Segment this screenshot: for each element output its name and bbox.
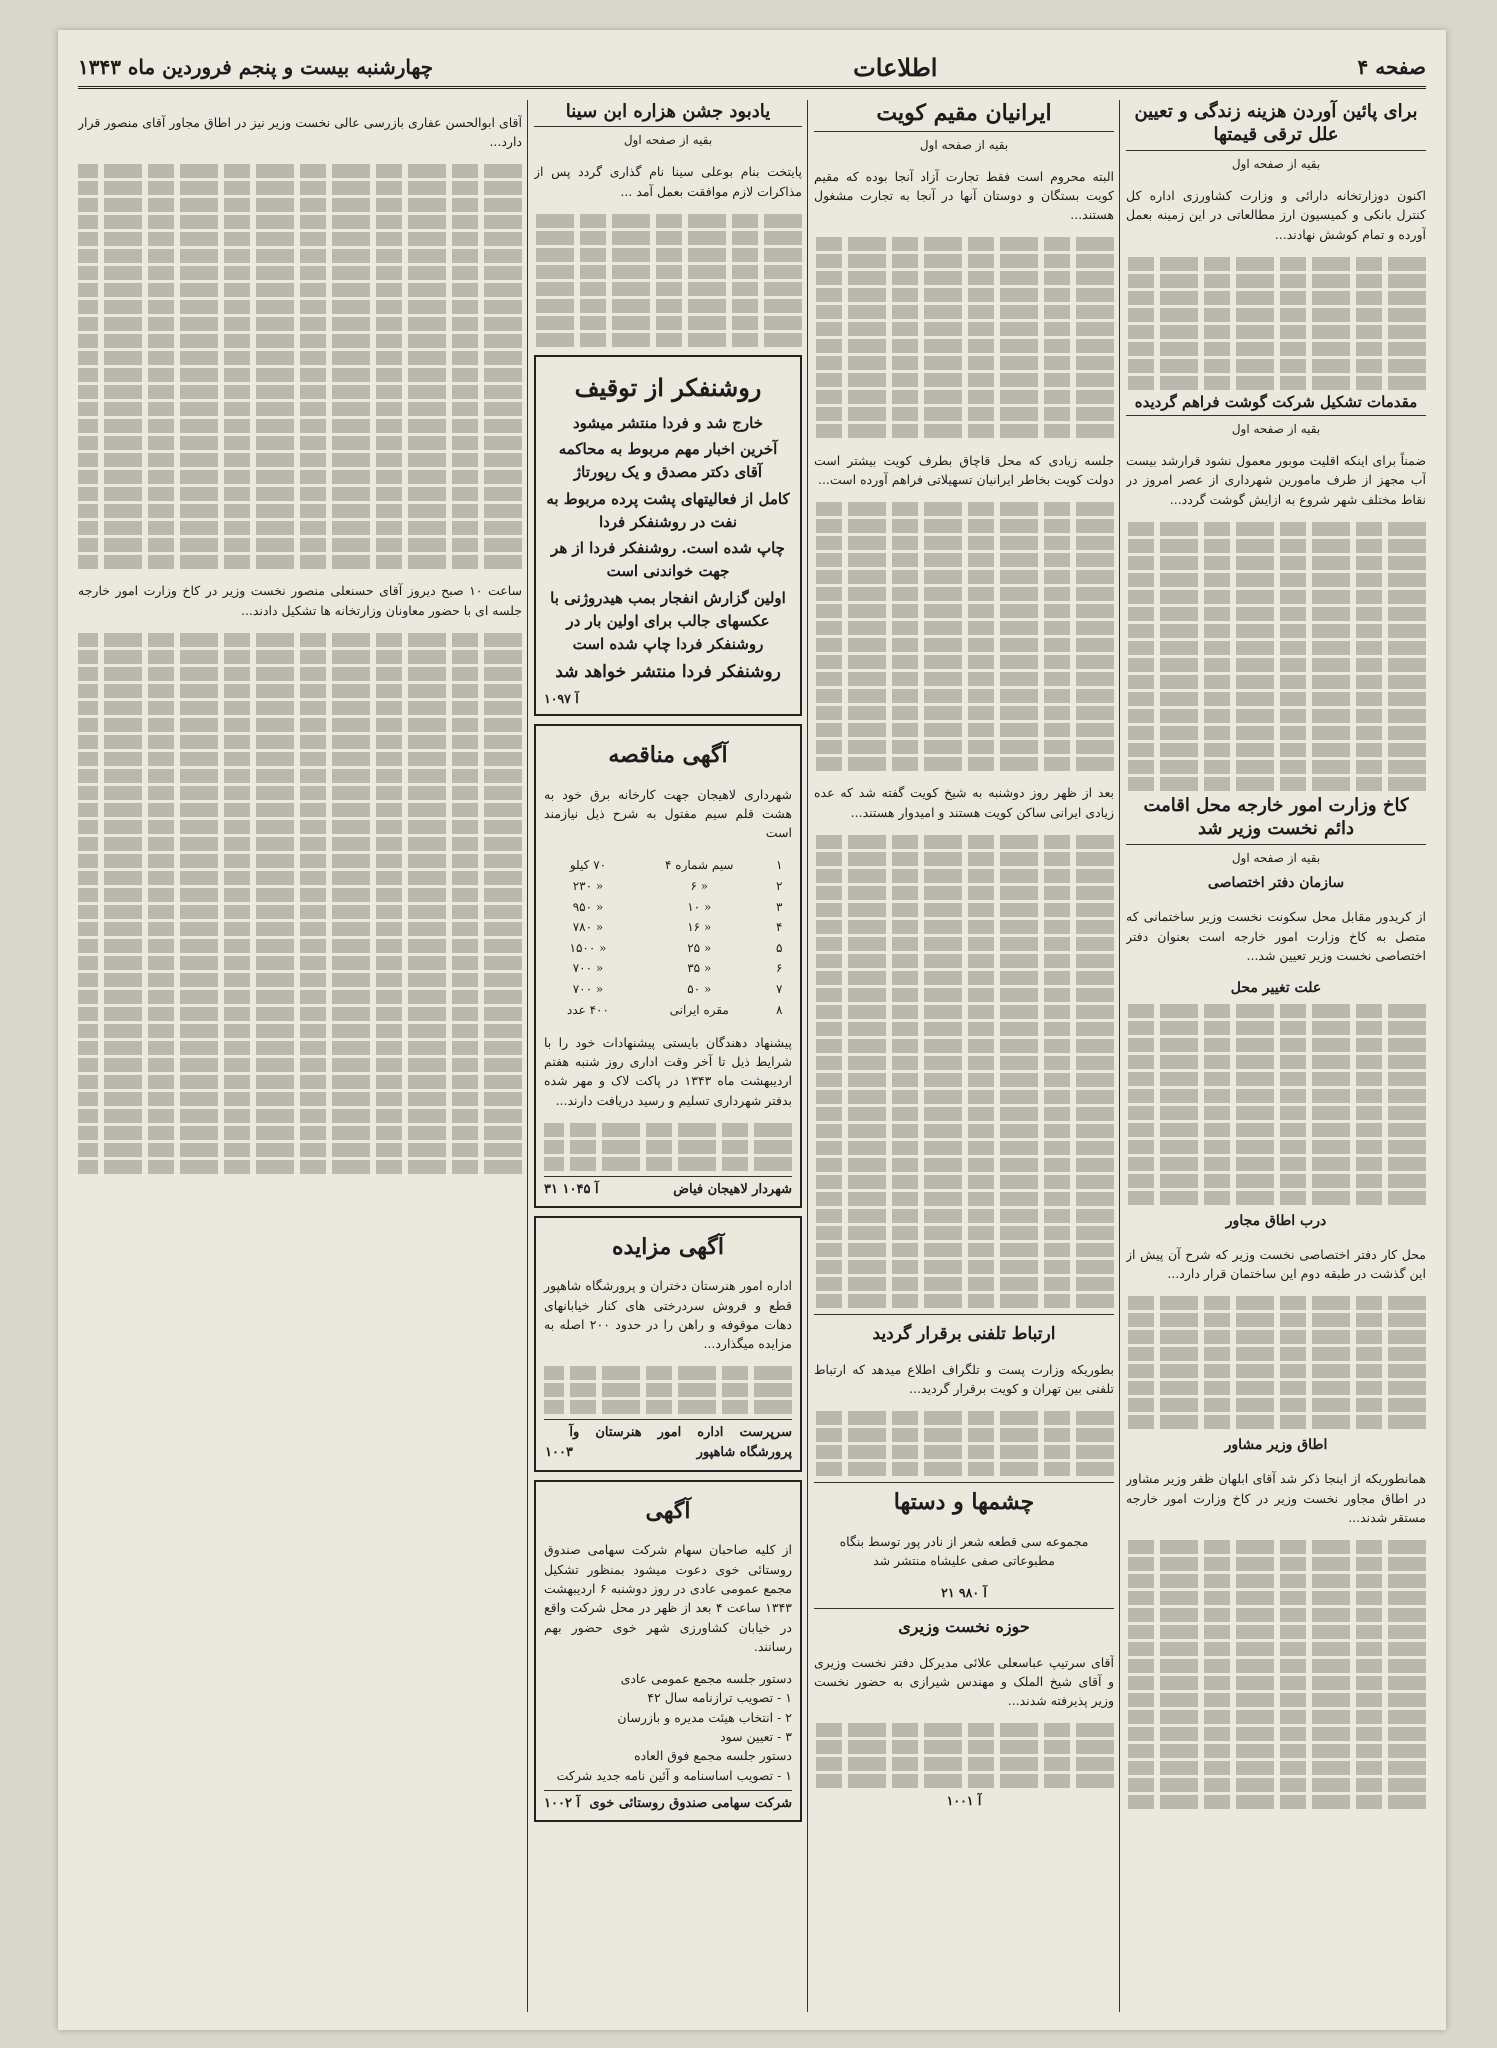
issue-date: چهارشنبه بیست و پنجم فروردین ماه ۱۳۴۳: [78, 55, 434, 79]
ad-box-roshanfekr: [534, 355, 802, 716]
tender-cell-no: ۲: [776, 878, 783, 893]
tender-cell-amount: « ۲۳۰: [572, 878, 604, 893]
agenda-item: ۱ - تصویب اساسنامه و آئین نامه جدید شرکت: [556, 1767, 792, 1783]
column-avicenna: [534, 100, 802, 2012]
tender-row: [544, 958, 792, 979]
tender-row: [544, 897, 792, 918]
tender-cell-no: ۶: [776, 961, 783, 976]
tender-cell-no: ۵: [776, 940, 783, 955]
tender-cell-size: « ۳۵: [687, 961, 712, 976]
article-paragraph: البته محروم است فقط تجارت آزاد آنجا بوده که مقیم کویت بستگان و دوستان آنها در آنجا به تجارت مشغول هستند...: [814, 168, 1114, 223]
section-title: اطاق وزیر مشاور: [1224, 1437, 1328, 1454]
ad-line: کامل از فعالیتهای پشت پرده مربوط به نفت در روشنفکر فردا: [546, 489, 790, 531]
tender-cell-no: ۷: [776, 981, 783, 996]
paper-name: اطلاعات: [853, 52, 938, 82]
ad-terms: پیشنهاد دهندگان بایستی پیشنهادات خود را با شرایط ذیل تا آخر وقت اداری روز شنبه هفتم اردیبهشت ماه ۱۳۴۳ در پاکت لاک و مهر شده بدفتر شهرداری تسلیم و رسید دریافت دارند...: [544, 1034, 792, 1108]
continued-note: بقیه از صفحه اول: [1231, 156, 1321, 171]
article-paragraph: آقای سرتیپ عباسعلی علائی مدیرکل دفتر نخست وزیری و آقای شیخ الملک و مهندس شیرازی به حضور نخست وزیر پذیرفته شدند...: [814, 1654, 1114, 1709]
tender-cell-size: « ۵۰: [687, 981, 712, 996]
ad-line: آخرین اخبار مهم مربوط به محاکمه آقای دکتر مصدق و یک رپورتاژ: [558, 440, 778, 482]
agenda-item: ۳ - تعیین سود: [720, 1729, 792, 1745]
tender-cell-size: سیم شماره ۴: [665, 858, 734, 873]
ad-box-notice: [534, 1480, 802, 1823]
book-note: مجموعه سی قطعه شعر از نادر پور توسط بنگاه مطبوعاتی صفی علیشاه منتشر شد: [839, 1533, 1089, 1569]
column-rule: [807, 100, 808, 2012]
article-paragraph: آقای ابوالحسن عفاری بازرسی عالی نخست وزیر نیز در اطاق مجاور آقای منصور قرار دارد...: [78, 114, 522, 149]
masthead: [78, 48, 1426, 89]
tender-row: [544, 979, 792, 1000]
newspaper-page: [58, 30, 1446, 2030]
sub-headline: مقدمات تشکیل شرکت گوشت فراهم گردیده: [1126, 393, 1426, 417]
column-kuwait: [814, 100, 1114, 2012]
ad-title: روشنفکر از توقیف: [574, 372, 762, 402]
section-title: درب اطاق مجاور: [1225, 1212, 1327, 1229]
ad-text: از کلیه صاحبان سهام شرکت سهامی صندوق روستائی خوی دعوت میشود بمنظور تشکیل مجمع عمومی عادی در روز دوشنبه ۶ اردیبهشت ۱۳۴۳ ساعت ۴ بعد از ظهر در محل شرکت واقع در خیابان کشاورزی شهر خوی حضور بهم رسانند.: [544, 1542, 792, 1655]
article-paragraph: بطوریکه وزارت پست و تلگراف اطلاع میدهد که ارتباط تلفنی بین تهران و کویت برقرار گردید...: [814, 1361, 1114, 1396]
ad-text: اداره امور هنرستان دختران و پرورشگاه شاهپور قطع و فروش سردرختی های کنار خیابانهای دهات موقوفه و راهن را در حدود ۲۰۰ اصله به مزایده میگذارد...: [544, 1278, 792, 1352]
ad-code: آ ۱۰۰۲: [544, 1796, 581, 1812]
tender-cell-amount: ۷۰ کیلو: [569, 858, 607, 873]
article-paragraph: محل کار دفتر اختصاصی نخست وزیر که شرح آن پیش از این گذشت در طبقه دوم این ساختمان قرار دارد...: [1126, 1246, 1426, 1282]
article-paragraph: ضمناً برای اینکه اقلیت موبور معمول نشود قرارشد بیست آب مجهز از طرف مامورین شهرداری از عصر امروز در نقاط مختلف شهر شروع به ازایش گوشت گردد...: [1126, 453, 1426, 507]
ad-code: آ ۱۰۹۷: [544, 690, 579, 706]
tender-row: [544, 855, 792, 876]
ad-signature: شرکت سهامی صندوق روستائی خوی: [589, 1796, 792, 1812]
article-headline: کاخ وزارت امور خارجه محل اقامت دائم نخست وزیر شد: [1126, 794, 1426, 845]
tender-table: [544, 855, 792, 1020]
tender-cell-amount: « ۷۰۰: [572, 961, 604, 976]
article-headline: یادبود جشن هزاره ابن سینا: [534, 100, 802, 127]
continued-note: بقیه از صفحه اول: [1231, 850, 1321, 865]
tender-cell-size: « ۱۰: [687, 899, 712, 914]
tender-row: [544, 938, 792, 959]
agenda-item: ۱ - تصویب ترازنامه سال ۴۲: [647, 1690, 792, 1706]
ad-line: اولین گزارش انفجار بمب هیدروژنی با عکسهای جالب برای اولین بار در روشنفکر فردا چاپ شده است: [550, 588, 786, 654]
ad-box-tender: [534, 724, 802, 1208]
article-paragraph: ساعت ۱۰ صبح دیروز آقای حسنعلی منصور نخست وزیر در کاخ وزارت امور خارجه جلسه ای با حضور معاونان وزارتخانه ها تشکیل دادند...: [78, 583, 522, 618]
ad-intro: شهرداری لاهیجان جهت کارخانه برق خود به هشت قلم سیم مفتول به شرح ذیل نیازمند است: [544, 786, 792, 841]
ad-code: آ ۹۸۰ ۲۱: [941, 1585, 987, 1601]
tender-cell-size: « ۱۶: [687, 920, 712, 935]
article-paragraph: بعد از ظهر روز دوشنبه به شیخ کویت گفته شد که عده زیادی ایرانی ساکن کویت هستند و امیدوار هستند...: [814, 785, 1114, 820]
agenda-item: دستور جلسه مجمع عمومی عادی: [620, 1670, 792, 1686]
tender-row: [544, 917, 792, 938]
column-prices: [1126, 100, 1426, 2012]
tender-cell-size: « ۶: [690, 878, 709, 893]
article-headline: ایرانیان مقیم کویت: [814, 100, 1114, 132]
article-paragraph: همانطوریکه از اینجا ذکر شد آقای ابلهان ظفر وزیر مشاور در اطاق مجاور نخست وزیر در کاخ وزارت امور خارجه مستقر شدند...: [1126, 1471, 1426, 1525]
ad-code: آ ۱۰۰۳: [545, 1425, 573, 1461]
tender-cell-size: مقره ایرانی: [669, 1002, 729, 1017]
continued-note: بقیه از صفحه اول: [623, 133, 713, 148]
page-number: صفحه ۴: [1357, 55, 1426, 79]
article-paragraph: از کریدور مقابل محل سکونت نخست وزیر ساختمانی که متصل به کاخ وزارت امور خارجه است بعنوان دفتر اختصاصی نخست وزیر تعیین شد...: [1126, 909, 1426, 964]
tender-cell-no: ۱: [776, 858, 783, 873]
ad-code: آ ۱۰۰۱: [946, 1793, 982, 1809]
column-foreign-ministry: [78, 100, 522, 2012]
tender-cell-amount: « ۹۵۰: [572, 899, 604, 914]
ad-title: آگهی مناقصه: [608, 742, 728, 769]
column-rule: [1119, 100, 1120, 2012]
ad-line: خارج شد و فردا منتشر میشود: [573, 413, 763, 432]
continued-note: بقیه از صفحه اول: [919, 137, 1009, 152]
ad-box-auction: [534, 1216, 802, 1472]
column-rule: [527, 100, 528, 2012]
ad-title: آگهی مزایده: [612, 1233, 724, 1260]
ad-code: آ ۱۰۴۵ ۳۱: [544, 1181, 599, 1197]
agenda-list: [544, 1669, 792, 1785]
tender-cell-no: ۳: [776, 899, 783, 914]
article-paragraph: پایتخت بنام بوعلی سینا نام گذاری گردد پس از مذاکرات لازم موافقت بعمل آمد ...: [534, 164, 802, 199]
tender-cell-amount: « ۱۵۰۰: [569, 940, 607, 955]
tender-cell-no: ۴: [776, 920, 783, 935]
article-paragraph: جلسه زیادی که محل قاچاق بطرف کویت بیشتر است دولت کویت بخاطر ایرانیان تسهیلاتی فراهم آورده است...: [814, 452, 1114, 488]
agenda-item: دستور جلسه مجمع فوق العاده: [634, 1748, 792, 1764]
ad-line: روشنفکر فردا منتشر خواهد شد: [555, 662, 781, 683]
sub-headline: ارتباط تلفنی برقرار گردید: [872, 1323, 1056, 1344]
section-title: علت تغییر محل: [1230, 979, 1322, 996]
tender-cell-amount: ۴۰۰ عدد: [566, 1002, 609, 1017]
sub-headline: حوزه نخست وزیری: [898, 1617, 1030, 1637]
tender-cell-size: « ۲۵: [687, 940, 712, 955]
tender-row: [544, 876, 792, 897]
tender-cell-amount: « ۷۰۰: [572, 981, 604, 996]
tender-cell-amount: « ۷۸۰: [572, 920, 604, 935]
ad-line: چاپ شده است. روشنفکر فردا از هر جهت خواندنی است: [551, 539, 785, 581]
ad-title: آگهی: [645, 1497, 691, 1524]
continued-note: بقیه از صفحه اول: [1231, 422, 1321, 436]
section-title: سازمان دفتر اختصاصی: [1207, 875, 1345, 892]
ad-signature: شهردار لاهیجان فیاض: [673, 1181, 792, 1197]
agenda-item: ۲ - انتخاب هیئت مدیره و بازرسان: [617, 1709, 792, 1725]
tender-cell-no: ۸: [776, 1002, 783, 1017]
book-title: چشمها و دستها: [893, 1488, 1035, 1515]
article-headline: برای پائین آوردن هزینه زندگی و تعیین علل ترقی قیمتها: [1126, 100, 1426, 151]
article-paragraph: اکنون دوزارتخانه دارائی و وزارت کشاورزی اداره کل کنترل بانکی و کمیسیون ارز مطالعاتی در این زمینه بعمل آورده و تمام کوشش نهادند...: [1126, 187, 1426, 242]
tender-row: [544, 1000, 792, 1021]
ad-signature: سرپرست اداره امور هنرستان و پرورشگاه شاهپور: [572, 1425, 792, 1461]
